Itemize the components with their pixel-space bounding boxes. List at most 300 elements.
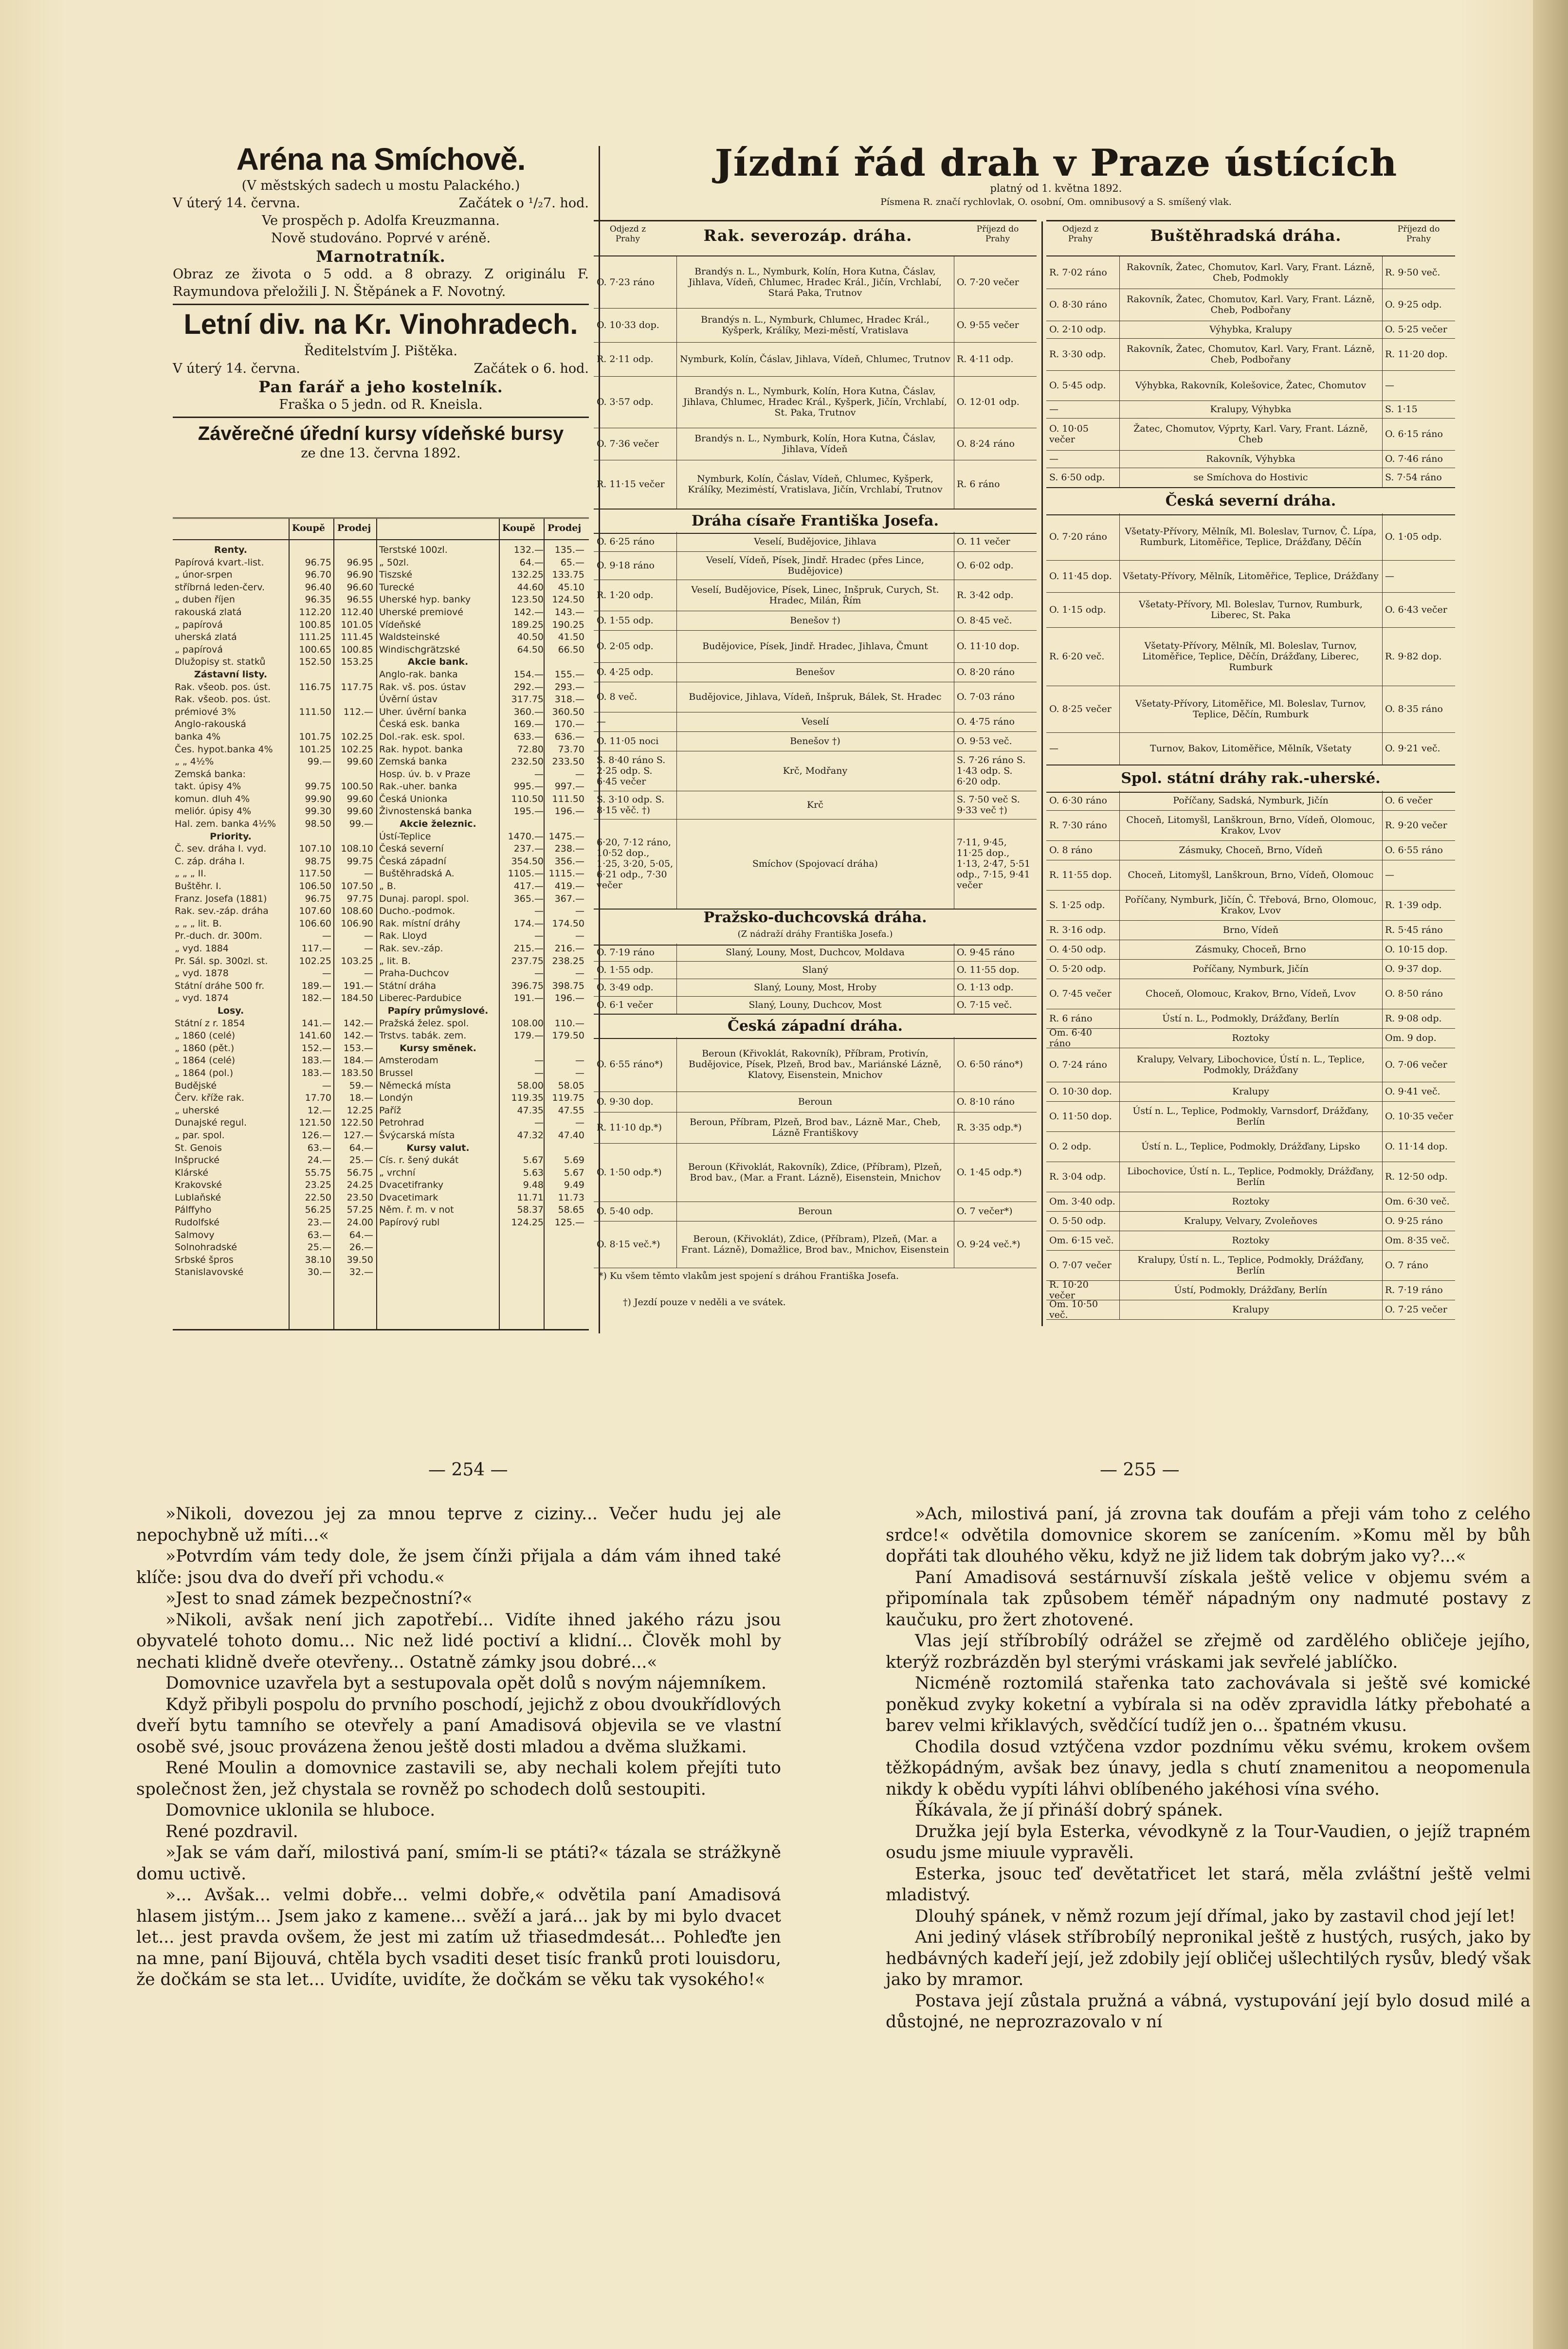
bourse-row (175, 756, 376, 768)
bourse-row (379, 805, 587, 818)
column-rule (676, 342, 677, 376)
bourse-sell-value: 238.25 (552, 955, 584, 966)
arena-line: (V městských sadech u mostu Palackého.) (241, 178, 520, 193)
route-stations: Benešov (795, 667, 835, 677)
train-row (594, 751, 1037, 791)
departure-time: R. 10·20 večer (1049, 1279, 1089, 1301)
bourse-row (175, 943, 376, 955)
route-stations: Turnov, Bakov, Litoměřice, Mělník, Všetaty (1150, 743, 1351, 754)
column-rule (1119, 1131, 1120, 1162)
bourse-row (175, 693, 376, 706)
bourse-buy-value: — (534, 1067, 544, 1078)
paragraph: Když přibyli pospolu do prvního poschodí, jejichž z obou dvoukřídlových dveří bytu tamního se otevřely a paní Amadisová objevila se ve vlastní osobě své, jsouc provázena ženou ještě dosti mladou a dvěma služkami. (136, 1694, 781, 1757)
departure-time: O. 8·15 več.*) (597, 1239, 660, 1250)
bourse-item-name: Anglo-rakouská (175, 719, 246, 730)
bourse-sell-value: 142.— (343, 1018, 373, 1029)
bourse-row (175, 706, 376, 719)
column-rule (676, 611, 677, 630)
column-rule (676, 712, 677, 731)
bourse-row (175, 582, 376, 594)
column-rule (1382, 940, 1383, 959)
arrival-time: S. 7·50 več S. 9·33 več †) (957, 794, 1020, 816)
bourse-item-name: Terstské 100zl. (379, 545, 448, 555)
column-rule (1382, 401, 1383, 418)
departure-time: O. 5·20 odp. (1049, 964, 1106, 974)
bourse-item-name: Německá místa (379, 1080, 451, 1091)
departure-time: O. 5·50 odp. (1049, 1216, 1106, 1226)
bourse-item-name: Uher. úvěrní banka (379, 706, 467, 717)
arrival-time: O. 9·45 ráno (957, 947, 1015, 958)
paragraph: Nicméně roztomilá stařenka tato zachovávala si ještě své komické poněkud zvyky koketní a vybírala si na oděv zpravidla látky přebohaté a barev velmi křiklavých, svědčící tudíž jen o... špatném vkusu. (886, 1674, 1531, 1735)
arrival-time: O. 5·25 večer (1385, 324, 1447, 335)
departure-time: O. 1·50 odp.*) (597, 1167, 662, 1178)
bourse-buy-value: 117.— (301, 943, 331, 954)
departure-time: O. 9·18 ráno (597, 560, 655, 571)
bourse-item-name: Dunaj. paropl. spol. (379, 893, 469, 904)
arrival-time: R. 9·20 večer (1385, 820, 1447, 831)
bourse-item-name: „ vyd. 1884 (175, 943, 229, 954)
bourse-section-heading: Kursy valut. (406, 1142, 470, 1153)
route-stations: Smíchov (Spojovací dráha) (752, 858, 878, 869)
departure-time: O. 5·40 odp. (597, 1206, 654, 1217)
arrival-time: R. 4·11 odp. (957, 354, 1014, 364)
column-rule (1382, 370, 1383, 401)
bourse-buy-value: 40.50 (517, 632, 544, 643)
route-stations: Slaný, Louny, Most, Duchcov, Moldava (726, 947, 905, 958)
train-row (594, 611, 1037, 631)
bourse-item-name: Dol.-rak. esk. spol. (379, 731, 465, 742)
bourse-item-name: Dvacetimark (379, 1192, 438, 1203)
departure-time: O. 7·07 večer (1049, 1260, 1112, 1271)
column-rule (1382, 686, 1383, 732)
train-row (1046, 1048, 1455, 1082)
bourse-buy-value: 110.50 (511, 793, 544, 804)
bourse-row (379, 1129, 587, 1142)
bourse-sell-value: 18.— (349, 1093, 373, 1104)
bourse-row (379, 793, 587, 806)
train-row (594, 662, 1037, 682)
bourse-row (379, 1092, 587, 1105)
column-rule (1382, 338, 1383, 370)
bourse-buy-value: 1105.— (508, 868, 544, 879)
bourse-item-name: takt. úpisy 4% (175, 781, 241, 792)
column-rule (1119, 1280, 1120, 1300)
departure-time: — (1049, 743, 1058, 754)
bourse-buy-value: 317.75 (511, 694, 544, 705)
bourse-sell-value: 183.50 (341, 1067, 373, 1078)
bourse-section-heading: Akcie bank. (407, 656, 469, 668)
bourse-row (379, 856, 587, 868)
departure-time: O. 4·25 odp. (597, 667, 654, 677)
rail-subtitle: (Z nádraží dráhy Františka Josefa.) (737, 929, 893, 939)
bourse-item-name: „ papírová (175, 644, 223, 655)
train-row (1046, 1250, 1455, 1281)
route-stations: Beroun (798, 1206, 833, 1217)
bourse-item-name: Rudolfské (175, 1217, 219, 1228)
bourse-sell-value: 142.— (343, 1030, 373, 1041)
route-stations: Slaný, Louny, Most, Hroby (753, 982, 877, 993)
rail-name: Spol. státní dráhy rak.-uherské. (1121, 770, 1381, 787)
departure-time: R. 11·10 dp.*) (597, 1122, 662, 1133)
arrival-time: O. 6 večer (1385, 795, 1433, 806)
bourse-buy-value: 169.— (513, 719, 544, 730)
bourse-buy-value: 152.— (301, 1042, 331, 1054)
bourse-row (379, 681, 587, 694)
rail-name: Dráha císaře Františka Josefa. (692, 512, 939, 529)
bourse-buy-value: 72.80 (517, 744, 544, 755)
column-rule (1119, 686, 1120, 732)
bourse-sell-value: 59.— (349, 1080, 373, 1091)
bourse-buy-value: 111.50 (299, 706, 331, 717)
column-rule (676, 979, 677, 996)
bourse-row (379, 669, 587, 681)
route-stations: Veselí, Vídeň, Písek, Jindř. Hradec (přes Lince, Budějovice) (706, 555, 925, 576)
arrival-time: R. 11·20 dop. (1385, 349, 1448, 360)
arrival-time: O. 9·24 več.*) (957, 1239, 1021, 1250)
bourse-buy-value: 98.75 (305, 856, 331, 867)
vinohrady-date: V úterý 14. června. (173, 361, 300, 376)
departure-time: Om. 6·40 ráno (1049, 1027, 1092, 1049)
bourse-buy-value: 183.— (301, 1055, 331, 1066)
bourse-section-heading: Zástavní listy. (194, 669, 268, 680)
bourse-row (175, 1254, 376, 1267)
route-stations: Choceň, Olomouc, Krakov, Brno, Vídeň, Lvov (1146, 988, 1356, 999)
bourse-row (175, 1092, 376, 1105)
bourse-buy-value: 215.— (513, 943, 544, 954)
route-stations: Beroun (Křivoklát, Rakovník), Příbram, Protivín, Budějovice, Písek, Plzeň, Brod bav., Mariánské Lázně, Klatovy, Eisenstein, Mnichov (689, 1048, 942, 1080)
bourse-item-name: Windischgrätzské (379, 644, 460, 655)
arrival-time: R. 7·19 ráno (1385, 1285, 1443, 1295)
bourse-sell-value: 5.67 (564, 1167, 584, 1178)
bourse-item-name: Budějské (175, 1080, 217, 1091)
bourse-item-name: Zemská banka (379, 756, 447, 767)
bourse-section-heading: Akcie železnic. (400, 819, 476, 830)
bourse-sell-value: 45.10 (558, 582, 584, 593)
footnote: †) Jezdí pouze v neděli a ve svátek. (623, 1297, 786, 1308)
train-row (594, 551, 1037, 580)
bourse-row (175, 656, 376, 669)
arrival-time: R. 12·50 odp. (1385, 1171, 1448, 1182)
bourse-item-name: Hal. zem. banka 4½% (175, 819, 276, 830)
bourse-buy-value: 64.50 (517, 644, 544, 655)
column-rule (1119, 450, 1120, 468)
column-rule (676, 1112, 677, 1143)
column-rule (1382, 860, 1383, 890)
bourse-buy-value: 96.75 (305, 557, 331, 568)
bourse-buy-value: 96.70 (305, 569, 331, 581)
column-rule (1382, 468, 1383, 487)
arrival-time: O. 1·45 odp.*) (957, 1167, 1022, 1178)
arrival-time: O. 7·25 večer (1385, 1304, 1447, 1315)
rail-section-title (594, 909, 1037, 946)
column-rule (676, 580, 677, 611)
column-rule (1119, 289, 1120, 321)
route-stations: Roztoky (1232, 1033, 1270, 1043)
arrival-time: O. 8·50 ráno (1385, 988, 1443, 999)
paragraph: Vlas její stříbrobílý odrážel se zřejmě od zardělého obličeje jejího, kterýž rozbrázděn byl sterými vráskami jak sevřelé jablíčko. (886, 1631, 1531, 1672)
bourse-item-name: „ duben říjen (175, 594, 235, 605)
bourse-sell-value: 127.— (343, 1129, 373, 1141)
bourse-title: Závěrečné úřední kursy vídeňské bursy (198, 423, 564, 444)
bourse-item-name: uherská zlatá (175, 632, 237, 643)
bourse-sell-value: 23.50 (346, 1192, 373, 1203)
bourse-row (175, 594, 376, 606)
bourse-buy-value: 360.— (513, 706, 544, 717)
bourse-buy-value: 9.48 (523, 1180, 544, 1191)
bourse-row (379, 930, 587, 943)
bourse-buy-value: 141.— (301, 1018, 331, 1029)
train-row (1046, 289, 1455, 321)
bourse-sell-value: 293.— (554, 681, 584, 692)
departure-time: O. 11·45 dop. (1049, 571, 1112, 582)
train-row (1046, 1231, 1455, 1251)
bourse-sell-value: 24.00 (346, 1217, 373, 1228)
bourse-buy-value: — (534, 768, 544, 780)
bourse-row (379, 744, 587, 756)
bourse-item-name: Č. sev. dráha I. vyd. (175, 843, 267, 855)
train-row (1046, 1028, 1455, 1048)
bourse-sell-value: 57.25 (346, 1204, 373, 1216)
column-rule (1119, 560, 1120, 592)
route-stations: Ústí n. L., Podmokly, Drážďany, Berlín (1162, 1013, 1339, 1024)
train-row (1046, 840, 1455, 860)
arrival-time: O. 7·46 ráno (1385, 454, 1443, 464)
bourse-buy-value: 116.75 (299, 681, 331, 692)
train-row (594, 979, 1037, 997)
bourse-row (175, 868, 376, 880)
column-rule (1382, 450, 1383, 468)
column-rule (1382, 840, 1383, 860)
column-rule (1382, 1131, 1383, 1162)
bourse-sell-value: 96.95 (346, 557, 373, 568)
bourse-buy-value: 11.71 (517, 1192, 544, 1203)
column-rule (1382, 1009, 1383, 1028)
bourse-sell-value: 125.— (554, 1217, 584, 1228)
train-row (1046, 810, 1455, 841)
bourse-item-name: Buštěhr. I. (175, 881, 221, 892)
route-stations: Nymburk, Kolín, Čáslav, Vídeň, Chlumec, Kyšperk, Králíky, Mezimėstí, Vratislava, Jičín, Vrchlabí, Trutnov (688, 473, 943, 495)
bourse-item-name: Státní dráhe 500 fr. (175, 980, 265, 991)
column-rule (676, 630, 677, 662)
bourse-buy-value: 232.50 (511, 756, 544, 767)
column-rule (1119, 592, 1120, 627)
bourse-row (379, 644, 587, 656)
bourse-sell-value: 99.— (349, 819, 373, 830)
bourse-item-name: Franz. Josefa (1881) (175, 893, 267, 904)
arrival-time: O. 6·55 ráno (1385, 845, 1443, 856)
column-rule (1382, 1162, 1383, 1192)
bourse-row (175, 955, 376, 968)
bourse-item-name: Stanislavovské (175, 1267, 244, 1278)
bourse-buy-value: 995.— (513, 781, 544, 792)
bourse-sell-value: 24.25 (346, 1180, 373, 1191)
paragraph: Dlouhý spánek, v němž rozum její dřímal, jako by zastavil chod její let! (915, 1906, 1516, 1926)
bourse-sell-value: — (575, 1117, 584, 1129)
departure-time: O. 11·05 noci (597, 736, 659, 747)
bourse-buy-value: 112.20 (299, 606, 331, 618)
timetable-title: Jízdní řád drah v Praze ústících (714, 141, 1398, 184)
column-rule (1119, 920, 1120, 940)
bourse-row (175, 905, 376, 918)
bourse-sell-value: — (575, 1055, 584, 1066)
bourse-buy-value: 99.— (307, 756, 331, 767)
bourse-sell-value: 1475.— (548, 831, 584, 842)
bourse-buy-value: 96.35 (305, 594, 331, 605)
vinohrady-start: Začátek o 6. hod. (474, 361, 589, 376)
bourse-table (173, 517, 589, 1330)
bourse-sell-value: 110.— (554, 1018, 584, 1029)
header-arrival: Příjezd do Prahy (1397, 224, 1440, 244)
bourse-buy-value: 354.50 (511, 856, 544, 867)
bourse-sell-value: 135.— (554, 545, 584, 555)
route-stations: Rakovník, Žatec, Chomutov, Karl. Vary, Frant. Lázně, Cheb, Podmokly (1126, 262, 1375, 283)
bourse-item-name: „ 1864 (celé) (175, 1055, 236, 1066)
route-stations: Žatec, Chomutov, Výprty, Karl. Vary, Frant. Lázně, Cheb (1133, 423, 1368, 445)
train-row (1046, 1101, 1455, 1132)
arena-benefit: Ve prospěch p. Adolfa Kreuzmanna. (262, 213, 500, 228)
departure-time: Om. 3·40 odp. (1049, 1196, 1115, 1207)
bourse-sell-value: 190.25 (552, 619, 584, 630)
column-rule (676, 460, 677, 509)
bourse-item-name: Švýcarská místa (379, 1129, 455, 1141)
bourse-row (379, 768, 587, 781)
paragraph: Paní Amadisová sestárnuvší získala ještě velice v objemu svém a připomínala tak způsobem téměř nápadným ony nadmuté postavy z kaučuku, pro žert zhotovené. (886, 1567, 1531, 1630)
bourse-right-rows (379, 544, 587, 1229)
play2-desc: Fraška o 5 jedn. od R. Kneisla. (279, 397, 483, 412)
bourse-item-name: Pr. Sál. sp. 300zl. st. (175, 955, 268, 966)
column-rule (1119, 256, 1120, 289)
bourse-sell-value: 356.— (554, 856, 584, 867)
arrival-time: O. 11·55 dop. (957, 965, 1020, 975)
arrival-time: R. 3·35 odp.*) (957, 1122, 1022, 1133)
bourse-sell-value: — (575, 930, 584, 942)
bourse-buy-value: 107.10 (299, 843, 331, 855)
bourse-item-name: Rak. sev.-záp. dráha (175, 906, 269, 917)
bourse-row (175, 718, 376, 731)
route-stations: Rakovník, Výhybka (1206, 454, 1295, 464)
paragraph: »Jak se vám daří, milostivá paní, smím-li se ptáti?« tázala se strážkyně domu uctivě. (136, 1843, 781, 1884)
departure-time: O. 10·33 dop. (597, 320, 659, 330)
column-rule (1119, 468, 1120, 487)
bourse-item-name: St. Genois (175, 1142, 222, 1153)
bourse-item-name: Živnostenská banka (379, 806, 472, 817)
column-rule (676, 961, 677, 979)
bourse-item-name: prémiové 3% (175, 706, 236, 717)
train-row (1046, 979, 1455, 1009)
bourse-sell-value: 419.— (554, 881, 584, 892)
departure-time: O. 7·19 ráno (597, 947, 655, 958)
column-rule (676, 1037, 677, 1092)
departure-time: O. 7·36 večer (597, 438, 659, 449)
train-row (1046, 256, 1455, 289)
bourse-buy-value: 107.60 (299, 906, 331, 917)
train-row (594, 460, 1037, 509)
bourse-buy-value: 12.— (307, 1105, 331, 1116)
bourse-buy-value: 237.75 (511, 955, 544, 966)
bourse-item-name: Papírová kvart.-list. (175, 557, 264, 568)
column-rule (1119, 1300, 1120, 1319)
departure-time: O. 5·45 odp. (1049, 380, 1106, 391)
bourse-buy-value: 101.25 (299, 744, 331, 755)
bourse-sell-value: 216.— (554, 943, 584, 954)
departure-time: O. 7·45 večer (1049, 988, 1112, 999)
bourse-sell-value: 97.75 (346, 893, 373, 904)
theatre-column (173, 141, 589, 462)
bourse-sell-value: 99.60 (346, 756, 373, 767)
bourse-sell-value: 153.25 (341, 656, 373, 668)
rail-name: Česká západní dráha. (728, 1018, 903, 1035)
arrival-time: O. 6·43 večer (1385, 604, 1447, 615)
bourse-row (175, 992, 376, 1005)
play1-desc: Obraz ze života o 5 odd. a 8 obrazy. Z originálu F. Raymundova přeložili J. N. Štěpánek a F. Novotný. (173, 267, 589, 299)
bourse-item-name: banka 4% (175, 731, 221, 742)
column-divider (1041, 221, 1043, 1326)
paragraph: Ani jediný vlásek stříbrobílý nepronikal ještě z hustých, rusých, jako by hedbávných kadeří její, jež zdobily její obličej ušlechtilých rysův, bledý však jako by mramor. (886, 1928, 1531, 1989)
departure-time: S. 8·40 ráno S. 2·25 odp. S. 6·45 večer (597, 755, 666, 787)
rail-section-title (1046, 765, 1455, 793)
column-rule (1119, 1101, 1120, 1131)
column-rule (1119, 1082, 1120, 1101)
bourse-buy-value: 47.32 (517, 1129, 544, 1141)
bourse-sell-value: 360.50 (552, 706, 584, 717)
arrival-time: O. 8·35 ráno (1385, 704, 1443, 714)
arrival-time: O. 11·14 dop. (1385, 1141, 1448, 1152)
column-rule (1119, 1162, 1120, 1192)
bourse-buy-value: 99.90 (305, 793, 331, 804)
bourse-buy-value: — (534, 968, 544, 979)
divider (173, 417, 589, 418)
column-rule (1382, 1280, 1383, 1300)
bourse-item-name: „ 1860 (pět.) (175, 1042, 235, 1054)
bourse-sell-value: 9.49 (564, 1180, 584, 1191)
paragraph: »Potvrdím vám tedy dole, že jsem čínži přijala a dám vám ihned také klíče: jsou dva do dveří při vchodu.« (136, 1547, 781, 1587)
departure-time: R. 1·20 odp. (597, 590, 654, 601)
departure-time: O. 10·30 dop. (1049, 1086, 1112, 1097)
bourse-item-name: Buštěhradská A. (379, 868, 455, 879)
bourse-sell-value: 238.— (554, 843, 584, 855)
rail-name: Pražsko-duchcovská dráha. (703, 909, 927, 926)
header-rule (173, 539, 589, 540)
prose-left-column (136, 1504, 781, 1991)
column-rule (676, 376, 677, 428)
arrival-time: R. 5·45 ráno (1385, 925, 1443, 935)
bourse-sell-value: 96.90 (346, 569, 373, 581)
bourse-row (379, 992, 587, 1005)
train-row (594, 376, 1037, 428)
departure-time: O. 8 ráno (1049, 845, 1093, 856)
bourse-sell-value: 398.75 (552, 980, 584, 991)
train-row (1046, 468, 1455, 488)
bourse-item-name: „ 1864 (pol.) (175, 1067, 234, 1078)
bourse-row (379, 1067, 587, 1080)
bourse-item-name: Čes. hypot.banka 4% (175, 744, 273, 755)
arrival-time: O. 10·35 večer (1385, 1111, 1453, 1122)
bourse-row (379, 1179, 587, 1192)
bourse-row (379, 868, 587, 880)
bourse-buy-value: 23.25 (305, 1180, 331, 1191)
bourse-row (379, 582, 587, 594)
bourse-row (379, 880, 587, 893)
bourse-sell-value: 73.70 (558, 744, 584, 755)
page-spine-edge (1533, 0, 1568, 2349)
bourse-buy-value: 5.67 (523, 1155, 544, 1166)
bourse-row (175, 805, 376, 818)
paragraph: Postava její zůstala pružná a vábná, vystupování její bylo dosud milé a důstojné, ne neprozrazovalo v ní (886, 1991, 1531, 2032)
bourse-item-name: Pražská želez. spol. (379, 1018, 469, 1029)
train-row (1046, 370, 1455, 401)
column-rule (676, 996, 677, 1014)
train-row (1046, 560, 1455, 593)
